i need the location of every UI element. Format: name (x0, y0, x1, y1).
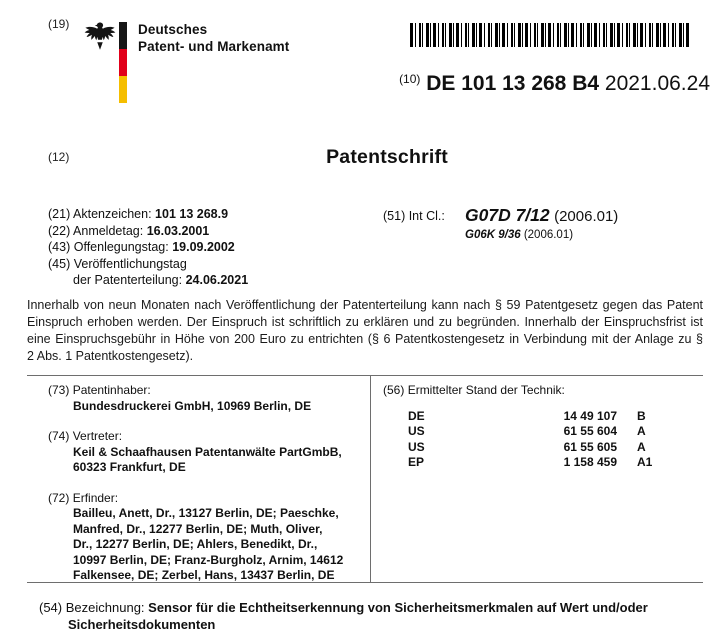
office-name-line2: Patent- und Markenamt (138, 39, 290, 54)
int-cl-secondary-class: G06K 9/36 (465, 229, 521, 241)
vertreter-label: Vertreter: (72, 429, 123, 443)
german-flag-bar (119, 22, 127, 103)
aktenzeichen-row (48, 206, 248, 223)
int-cl-primary-version: (2006.01) (554, 208, 619, 225)
document-title: Patentschrift (326, 146, 448, 168)
vertreter-line: Keil & Schaafhausen Patentanwälte PartGmbB, (73, 444, 342, 459)
parties-column (27, 376, 370, 582)
notice-line: 2 Abs. 1 Patentkostengesetz). (27, 349, 194, 363)
country-cell: EP (408, 455, 425, 469)
anmeldetag-value: 16.03.2001 (146, 223, 210, 238)
patenterteilung-row (73, 272, 248, 289)
bibliographic-data (48, 206, 248, 289)
kind-cell: B (637, 408, 646, 423)
erfinder-line: Falkensee, DE; Zerbel, Hans, 13437 Berlin, DE (73, 568, 335, 582)
offenlegungstag-label: Offenlegungstag: (73, 240, 169, 254)
prior-art-row (408, 440, 670, 456)
prior-art-column (370, 376, 703, 582)
offenlegungstag-value: 19.09.2002 (172, 240, 235, 254)
number-cell: 61 55 605 (563, 439, 617, 454)
prior-art-table (383, 409, 697, 471)
notice-line: Innerhalb von neun Monaten nach Veröffentlichung der Patenterteilung kann nach § 59 Patentgesetz gegen das Patent (27, 298, 703, 312)
country-cell: US (408, 424, 425, 438)
anmeldetag-label: Anmeldetag: (73, 223, 144, 238)
erfinder-line: Manfred, Dr., 12277 Berlin, DE; Muth, Oliver, (73, 521, 323, 536)
offenlegungstag-row (48, 239, 248, 256)
veroeffentlichungstag-row (48, 256, 248, 273)
int-cl-primary (465, 205, 618, 226)
publication-date: 2021.06.24 (604, 72, 710, 95)
inid-19-label: (19) (48, 17, 70, 31)
federal-eagle-icon (84, 20, 116, 59)
number-cell: 61 55 604 (563, 424, 617, 438)
barcode (410, 23, 690, 47)
bezeichnung-label: Bezeichnung: (65, 600, 145, 615)
prior-art-row (408, 424, 670, 440)
flag-red-stripe (119, 49, 127, 76)
prior-art-label: Ermittelter Stand der Technik: (407, 383, 565, 397)
publication-number: DE 101 13 268 B4 (426, 72, 600, 95)
int-cl-secondary-version: (2006.01) (523, 229, 574, 241)
invention-title-section (39, 599, 699, 633)
inid-72-label: (72) (48, 490, 70, 505)
inid-22-label: (22) (48, 223, 71, 238)
patentinhaber-label: Patentinhaber: (72, 383, 151, 397)
invention-title-text: Sensor für die Echtheitserkennung von Sicherheitsmerkmalen auf Wert und/oder (148, 600, 648, 615)
int-cl-secondary (465, 229, 573, 241)
prior-art-row (408, 455, 670, 471)
veroeffentlichungstag-label: Veröffentlichungstag (73, 256, 187, 271)
patentinhaber-group (48, 383, 364, 414)
patentinhaber-value: Bundesdruckerei GmbH, 10969 Berlin, DE (73, 398, 312, 413)
number-cell: 14 49 107 (563, 408, 617, 423)
parties-and-prior-art-section (27, 375, 703, 583)
inid-10-label: (10) (399, 72, 421, 86)
aktenzeichen-value: 101 13 268.9 (155, 207, 229, 221)
office-name-line1: Deutsches (138, 22, 208, 37)
invention-title-line2: Sicherheitsdokumenten (68, 617, 216, 632)
inid-43-label: (43) (48, 240, 71, 254)
patenterteilung-label: der Patenterteilung: (73, 273, 183, 287)
prior-art-row (408, 409, 670, 425)
kind-cell: A (637, 439, 646, 454)
inid-45-label: (45) (48, 256, 71, 271)
vertreter-group (48, 429, 364, 476)
inid-74-label: (74) (48, 429, 70, 443)
kind-cell: A1 (637, 455, 653, 469)
notice-line: Einspruch erhoben werden. Der Einspruch ist schriftlich zu erklären und zu begründen. Innerhalb der Einspruchsfrist ist (27, 315, 703, 329)
int-cl-primary-class: G07D 7/12 (465, 205, 550, 225)
country-cell: DE (408, 408, 425, 423)
office-name (138, 21, 289, 55)
aktenzeichen-label: Aktenzeichen: (73, 207, 152, 221)
country-cell: US (408, 439, 425, 454)
kind-cell: A (637, 424, 646, 438)
inid-56-label: (56) (383, 383, 405, 397)
erfinder-line: Dr., 12277 Berlin, DE; Ahlers, Benedikt, Dr., (73, 537, 318, 551)
flag-gold-stripe (119, 76, 127, 103)
notice-line: eine Einspruchsgebühr in Höhe von 200 Euro zu entrichten (§ 6 Patentkostengesetz in Verbindung mit der Anlage zu § (27, 332, 703, 346)
inid-51-label: (51) Int Cl.: (383, 209, 445, 223)
flag-black-stripe (119, 22, 127, 49)
anmeldetag-row (48, 223, 248, 240)
inid-21-label: (21) (48, 207, 71, 221)
opposition-notice (27, 297, 703, 365)
vertreter-line: 60323 Frankfurt, DE (73, 460, 186, 474)
inid-12-label: (12) (48, 150, 70, 164)
inid-73-label: (73) (48, 383, 70, 397)
erfinder-line: 10997 Berlin, DE; Franz-Burgholz, Arnim, 14612 (73, 552, 344, 567)
patenterteilung-value: 24.06.2021 (185, 273, 249, 287)
publication-line (399, 72, 710, 96)
number-cell: 1 158 459 (563, 455, 617, 469)
inid-54-label: (54) (39, 600, 63, 615)
erfinder-group (48, 491, 364, 584)
erfinder-label: Erfinder: (72, 490, 119, 505)
invention-title-line1 (39, 599, 699, 616)
erfinder-line: Bailleu, Anett, Dr., 13127 Berlin, DE; Paeschke, (73, 506, 339, 520)
